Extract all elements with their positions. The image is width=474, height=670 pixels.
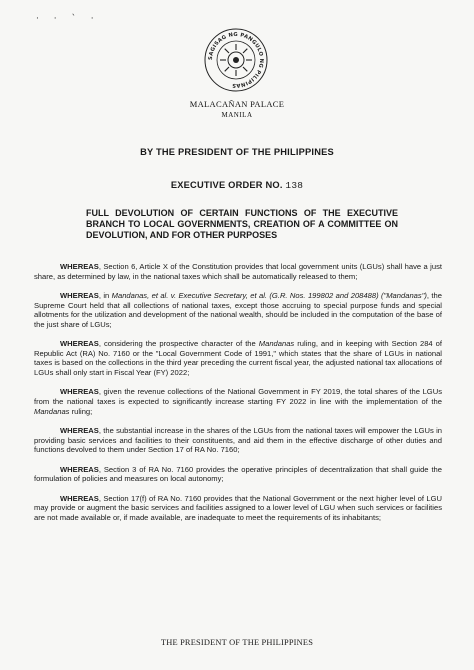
executive-order-heading	[0, 180, 474, 191]
palace-name: MALACAÑAN PALACE	[189, 99, 285, 109]
whereas-lead: WHEREAS	[60, 291, 99, 301]
scan-specks: · · ˋ ·	[36, 14, 100, 24]
whereas-paragraph	[34, 494, 442, 523]
italic-citation: Mandanas	[34, 406, 70, 416]
clause-text: , in	[98, 291, 112, 301]
clause-text: ruling, and in keeping with Section 284 of Republic Act (RA) No. 7160 or the "Local Government Code of 1991," which states that the share of LGUs in national taxes is based on the collections in the third year preceding the current fiscal year, the adjusted national tax allocations of LGUs shall only start in Fiscal Year (FY) 2022;	[34, 339, 442, 377]
whereas-clauses	[34, 262, 442, 532]
whereas-lead: WHEREAS	[60, 387, 99, 397]
presidential-seal-icon	[204, 28, 268, 92]
clause-text: , given the revenue collections of the National Government in FY 2019, the total shares of the LGUs from the national taxes is expected to significantly increase starting FY 2022 in line with the implementation of the	[34, 387, 442, 407]
whereas-lead: WHEREAS	[60, 262, 99, 271]
eo-number: 138	[285, 180, 304, 191]
clause-text: , the substantial increase in the shares of the LGUs from the national taxes will empower the LGUs in providing basic services and facilities to their constituents, and aid them in the effective discharge of other duties and functions devolved to them under Section 17 of RA No. 7160;	[34, 426, 442, 455]
italic-citation: Mandanas, et al. v. Executive Secretary, et al. (G.R. Nos. 199802 and 208488) ("Mandanas")	[111, 291, 427, 301]
clause-text: , Section 6, Article X of the Constitution provides that local government units (LGUs) shall have a just share, as determined by law, in the national taxes which shall be automatically released to them;	[34, 262, 442, 281]
clause-text: , the Supreme Court held that all collections of national taxes, except those accruing to special purpose funds and special allotments for the utilization and development of the national wealth, should be included in the computation of the base of the just share of LGUs;	[34, 291, 442, 329]
whereas-paragraph	[34, 291, 442, 329]
whereas-lead: WHEREAS	[60, 464, 99, 474]
palace-city: MANILA	[221, 111, 253, 119]
italic-citation: Mandanas	[258, 339, 295, 349]
order-title: FULL DEVOLUTION OF CERTAIN FUNCTIONS OF THE EXECUTIVE BRANCH TO LOCAL GOVERNMENTS, CREATION OF A COMMITTEE ON DEVOLUTION, AND FOR OTHER PURPOSES	[86, 208, 398, 240]
whereas-paragraph	[34, 339, 442, 377]
whereas-lead: WHEREAS	[60, 339, 99, 349]
clause-text: ruling;	[69, 406, 93, 416]
clause-text: , considering the prospective character of the	[98, 339, 259, 349]
whereas-lead: WHEREAS	[60, 493, 99, 503]
by-the-president-heading: BY THE PRESIDENT OF THE PHILIPPINES	[140, 147, 334, 157]
whereas-paragraph	[34, 465, 442, 484]
clause-text: , Section 17(f) of RA No. 7160 provides that the National Government or the next higher level of LGU may provide or augment the basic services and facilities assigned to a lower level of LGU when such services or facilities are not made available or, if made available, are inadequate to meet the requirements of its inhabitants;	[34, 493, 442, 522]
whereas-lead: WHEREAS	[60, 426, 99, 436]
clause-text: , Section 3 of RA No. 7160 provides the operative principles of decentralization that shall guide the formulation of policies and measures on local autonomy;	[34, 464, 442, 484]
whereas-paragraph	[34, 426, 442, 455]
whereas-paragraph	[34, 262, 442, 281]
eo-label: EXECUTIVE ORDER NO.	[170, 180, 283, 190]
whereas-paragraph	[34, 387, 442, 416]
footer-signature-line: THE PRESIDENT OF THE PHILIPPINES	[160, 638, 314, 647]
seal-text: SAGISAG NG PANGULO NG PILIPINAS	[207, 31, 265, 89]
